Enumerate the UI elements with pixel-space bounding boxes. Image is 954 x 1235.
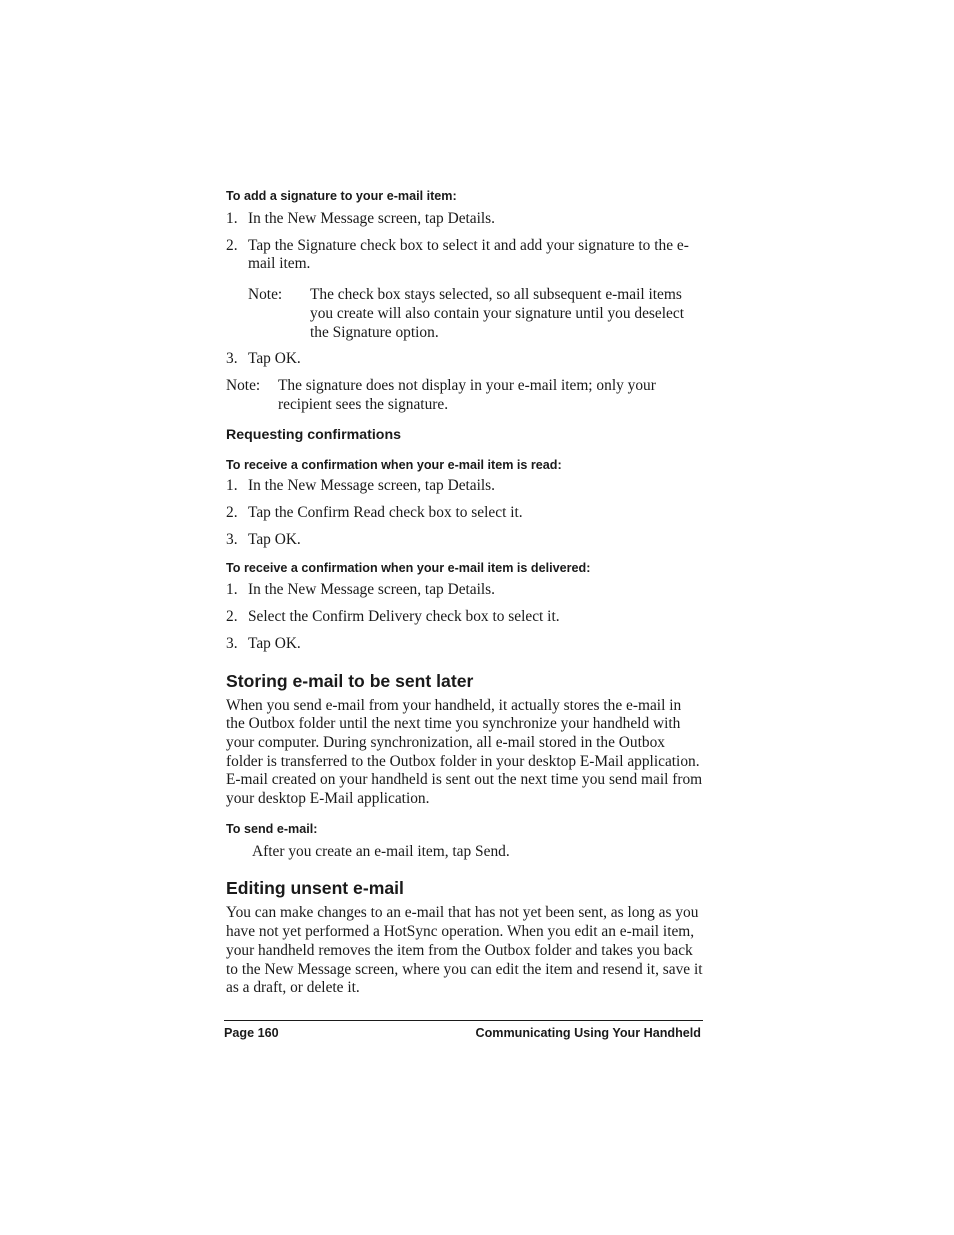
step-number: 1. bbox=[226, 210, 238, 227]
step-item bbox=[226, 581, 703, 600]
step-number: 1. bbox=[226, 581, 238, 599]
step-item bbox=[226, 210, 703, 229]
step-item bbox=[226, 531, 703, 550]
page-content bbox=[226, 188, 703, 998]
read-procedure-heading: To receive a confirmation when your e-mail item is read: bbox=[226, 458, 562, 473]
delivered-procedure-heading: To receive a confirmation when your e-mail item is delivered: bbox=[226, 561, 591, 576]
step-text: Tap the Confirm Read check box to select it. bbox=[248, 504, 523, 522]
step-text: In the New Message screen, tap Details. bbox=[248, 210, 496, 227]
step-item bbox=[226, 504, 703, 523]
footer-rule bbox=[224, 1020, 703, 1021]
note-text: The signature does not display in your e-mail item; only your recipient sees the signature. bbox=[278, 376, 656, 413]
signature-steps bbox=[226, 210, 703, 414]
send-procedure-heading: To send e-mail: bbox=[226, 821, 318, 836]
step-text: Tap OK. bbox=[248, 634, 301, 652]
step-item bbox=[226, 635, 703, 654]
read-steps bbox=[226, 477, 703, 549]
step-text: Tap OK. bbox=[248, 350, 301, 368]
step-number: 2. bbox=[226, 608, 238, 626]
step-number: 3. bbox=[226, 634, 238, 652]
section-heading-editing: Editing unsent e-mail bbox=[226, 878, 404, 899]
section-heading-confirmations: Requesting confirmations bbox=[226, 427, 401, 444]
note-label: Note: bbox=[248, 286, 283, 304]
step-number: 3. bbox=[226, 350, 238, 368]
step-item bbox=[226, 237, 703, 274]
step-text: In the New Message screen, tap Details. bbox=[248, 477, 496, 495]
step-text: Select the Confirm Delivery check box to select it. bbox=[248, 608, 560, 626]
delivered-steps bbox=[226, 581, 703, 653]
step-item bbox=[226, 350, 703, 369]
note-label: Note: bbox=[226, 376, 261, 394]
send-procedure-text: After you create an e-mail item, tap Send. bbox=[252, 842, 510, 860]
step-number: 2. bbox=[226, 504, 238, 522]
section-heading-storing: Storing e-mail to be sent later bbox=[226, 670, 474, 691]
inner-note bbox=[248, 286, 703, 342]
storing-paragraph: When you send e-mail from your handheld, it actually stores the e-mail in the Outbox folder until the next time you synchronize your handheld with your computer. During synchronization, all e-mail stored in the Outbox folder is transferred to the Outbox folder in your desktop E-Mail application. E-mail created on your handheld is sent out the next time you send mail from your desktop E-Mail application. bbox=[226, 696, 703, 808]
signature-procedure-heading: To add a signature to your e-mail item: bbox=[226, 189, 457, 203]
step-item bbox=[226, 608, 703, 627]
step-item bbox=[226, 477, 703, 496]
step-text: Tap the Signature check box to select it and add your signature to the e-mail item. bbox=[248, 236, 689, 273]
step-number: 3. bbox=[226, 530, 238, 548]
page-footer bbox=[224, 1025, 701, 1041]
note bbox=[226, 377, 703, 414]
editing-paragraph: You can make changes to an e-mail that has not yet been sent, as long as you have not yet performed a HotSync operation. When you edit an e-mail item, your handheld removes the item from the Outbox folder and takes you back to the New Message screen, where you can edit the item and resend it, save it as a draft, or delete it. bbox=[226, 904, 703, 997]
page-number: Page 160 bbox=[224, 1026, 279, 1040]
step-number: 1. bbox=[226, 477, 238, 495]
chapter-title: Communicating Using Your Handheld bbox=[475, 1026, 701, 1040]
note-text: The check box stays selected, so all subsequent e-mail items you create will also contain your signature until you deselect the Signature option. bbox=[310, 286, 684, 341]
step-text: Tap OK. bbox=[248, 530, 301, 548]
step-number: 2. bbox=[226, 236, 238, 254]
step-text: In the New Message screen, tap Details. bbox=[248, 581, 496, 599]
